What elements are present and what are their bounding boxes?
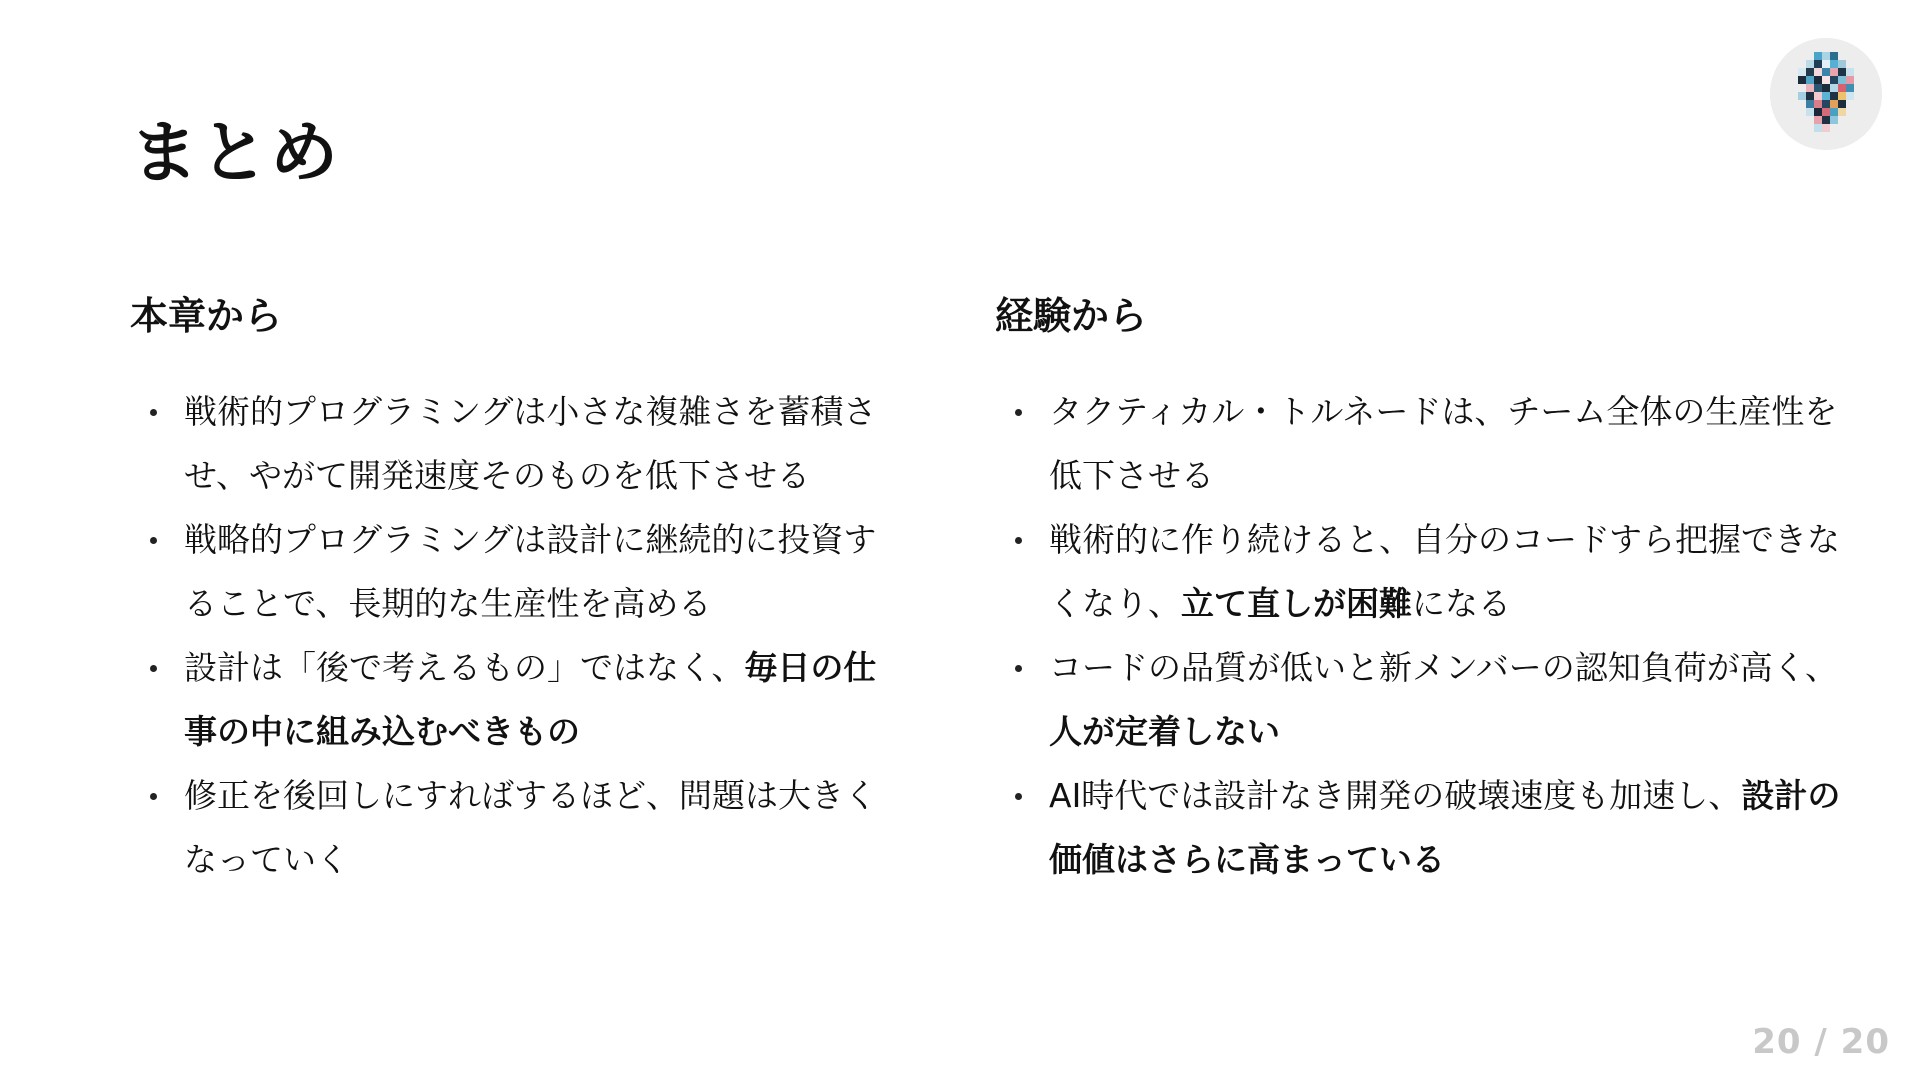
list-item-bold-text: 立て直しが困難 [1181,584,1412,623]
right-bullet-list [995,380,1865,892]
bullet-dot-icon [150,665,157,672]
slide-title: まとめ [130,114,341,193]
list-item-text: AI時代では設計なき開発の破壊速度も加速し、 [1049,776,1742,815]
list-item [130,380,890,508]
list-item [130,508,890,636]
list-item-text: 戦略的プログラミングは設計に継続的に投資することで、長期的な生産性を高める [184,520,877,623]
left-bullet-list [130,380,890,892]
list-item-text: コードの品質が低いと新メンバーの認知負荷が高く、 [1049,648,1839,687]
list-item [995,508,1865,636]
list-item-text: 設計は「後で考えるもの」ではなく、 [184,648,745,687]
page-number: 20 / 20 [1752,1022,1890,1062]
bullet-dot-icon [150,537,157,544]
list-item [995,764,1865,892]
bullet-dot-icon [1015,665,1022,672]
bullet-dot-icon [1015,537,1022,544]
list-item-text: 戦術的プログラミングは小さな複雑さを蓄積させ、やがて開発速度そのものを低下させる [184,392,877,495]
list-item-bold-text: 毎日の仕事の中に組み込むべきもの [184,648,877,751]
list-item-text-after: になる [1412,584,1511,623]
list-item [130,636,890,764]
pixel-art-avatar-icon [1770,38,1882,150]
list-item-text: 戦術的に作り続けると、自分のコードすら把握できなくなり、 [1049,520,1841,623]
list-item [995,380,1865,508]
bullet-dot-icon [150,409,157,416]
list-item-text: 修正を後回しにすればするほど、問題は大きくなっていく [184,776,877,879]
list-item [130,764,890,892]
right-column-heading: 経験から [995,294,1148,338]
bullet-dot-icon [1015,409,1022,416]
list-item-bold-text: 設計の価値はさらに高まっている [1049,776,1841,879]
bullet-dot-icon [150,793,157,800]
left-column [130,292,890,892]
left-column-heading: 本章から [130,294,283,338]
right-column [995,292,1865,892]
list-item [995,636,1865,764]
list-item-bold-text: 人が定着しない [1049,712,1280,751]
list-item-text: タクティカル・トルネードは、チーム全体の生産性を低下させる [1049,392,1838,495]
bullet-dot-icon [1015,793,1022,800]
